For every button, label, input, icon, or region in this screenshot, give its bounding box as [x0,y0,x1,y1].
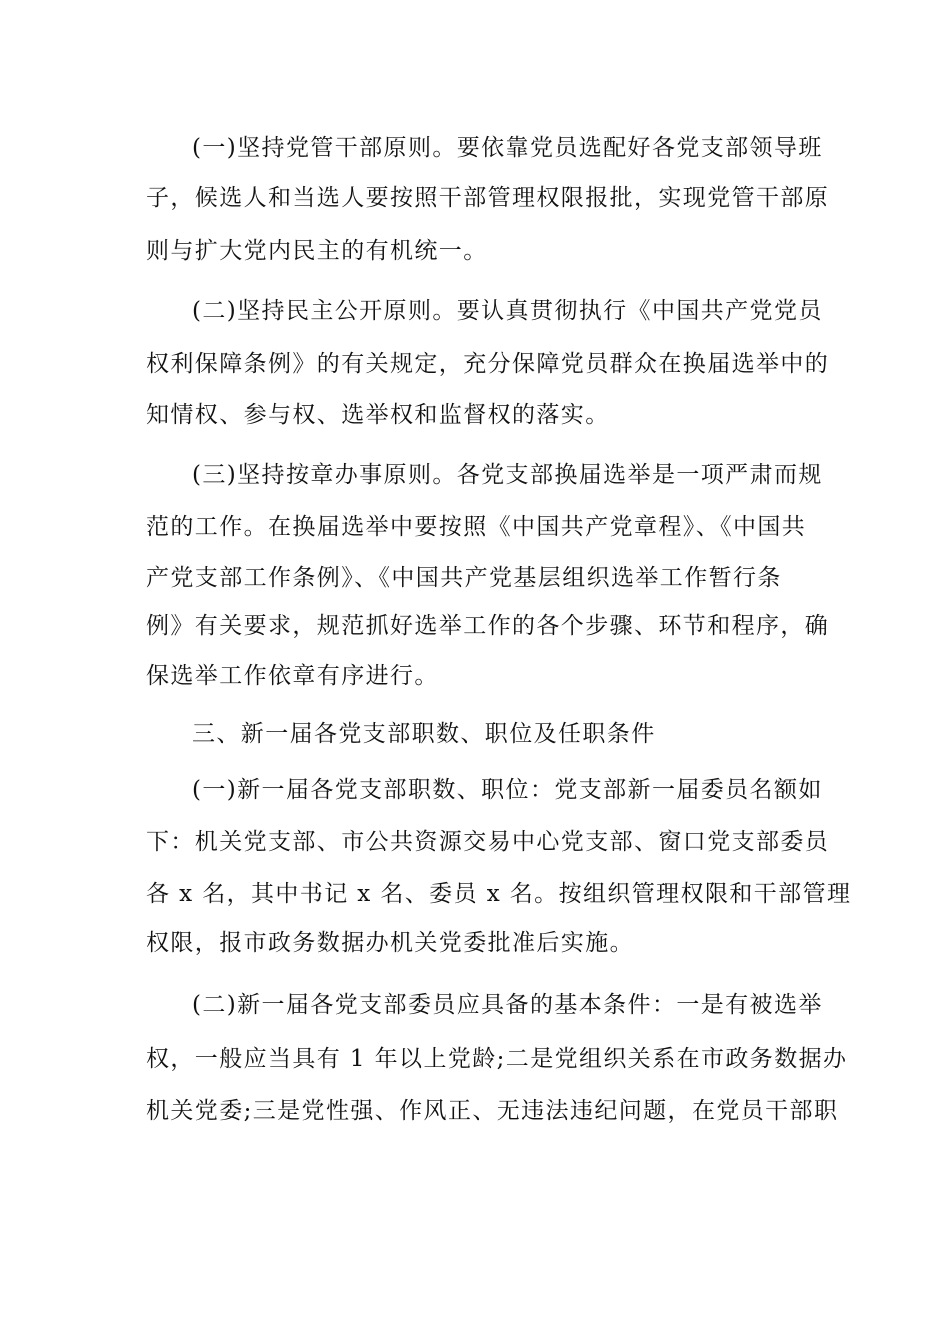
paragraph-5-line-3: 机关党委;三是党性强、作风正、无违法违纪问题，在党员干部职 [146,1098,839,1124]
section-heading: 三、新一届各党支部职数、职位及任职条件 [192,721,656,747]
paragraph-4-line-2: 下：机关党支部、市公共资源交易中心党支部、窗口党支部委员 [146,829,830,855]
paragraph-3-line-5: 保选举工作依章有序进行。 [146,663,439,689]
paragraph-3-line-1: (三)坚持按章办事原则。各党支部换届选举是一项严肃而规 [192,462,823,488]
paragraph-3-line-3: 产党支部工作条例》、《中国共产党基层组织选举工作暂行条 [146,565,782,591]
paragraph-4-line-1: (一)新一届各党支部职数、职位：党支部新一届委员名额如 [192,777,823,803]
paragraph-2-line-1: (二)坚持民主公开原则。要认真贯彻执行《中国共产党党员 [192,298,823,324]
paragraph-2-line-3: 知情权、参与权、选举权和监督权的落实。 [146,402,610,428]
paragraph-1-line-1: (一)坚持党管干部原则。要依靠党员选配好各党支部领导班 [192,135,823,161]
paragraph-2-line-2: 权利保障条例》的有关规定，充分保障党员群众在换届选举中的 [146,351,830,377]
paragraph-3-line-4: 例》有关要求，规范抓好选举工作的各个步骤、环节和程序，确 [146,613,830,639]
paragraph-4-line-4: 权限，报市政务数据办机关党委批准后实施。 [146,930,634,956]
paragraph-4-line-3: 各 x 名，其中书记 x 名、委员 x 名。按组织管理权限和干部管理 [146,881,852,907]
paragraph-5-line-1: (二)新一届各党支部委员应具备的基本条件：一是有被选举 [192,992,823,1018]
paragraph-3-line-2: 范的工作。在换届选举中要按照《中国共产党章程》、《中国共 [146,514,807,540]
paragraph-1-line-3: 则与扩大党内民主的有机统一。 [146,238,488,264]
paragraph-5-line-2: 权，一般应当具有 1 年以上党龄;二是党组织关系在市政务数据办 [146,1046,848,1072]
paragraph-1-line-2: 子，候选人和当选人要按照干部管理权限报批，实现党管干部原 [146,185,830,211]
